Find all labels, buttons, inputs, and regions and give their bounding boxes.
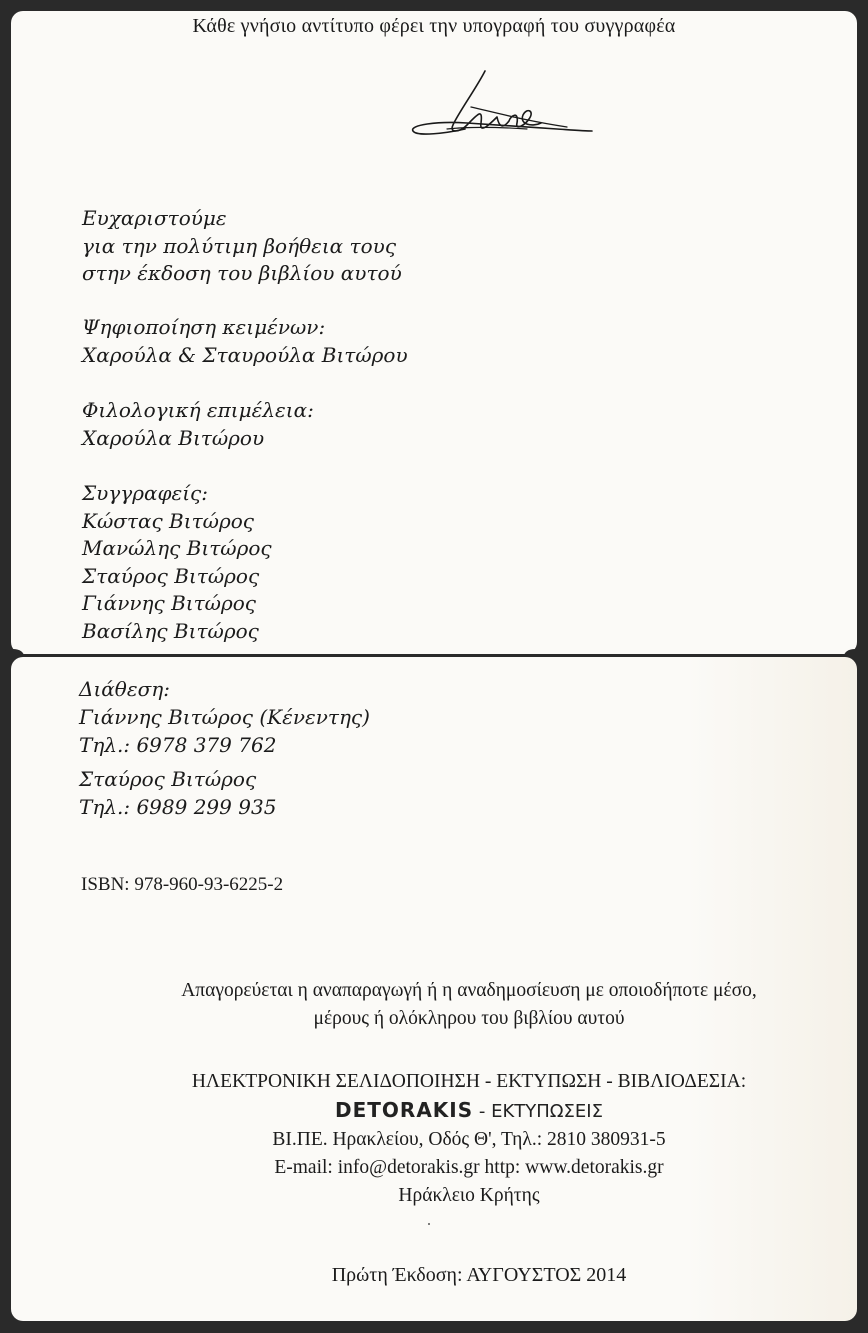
authors-label: Συγγραφείς: [82,481,208,505]
printer-address: ΒΙ.ΠΕ. Ηρακλείου, Οδός Θ', Τηλ.: 2810 380931-5 [272,1129,666,1150]
printer-brand-logo: DETORAKIS [335,1098,474,1122]
author-signature [407,67,597,147]
thanks-line: για την πολύτιμη βοήθεια τους [82,233,397,258]
printer-info [99,1068,839,1210]
printer-services: ΗΛΕΚΤΡΟΝΙΚΗ ΣΕΛΙΔΟΠΟΙΗΣΗ - ΕΚΤΥΠΩΣΗ - ΒΙΒΛΙΟΔΕΣΙΑ: [191,1071,747,1092]
page-lower-half [11,657,857,1321]
thanks-line: στην έκδοση του βιβλίου αυτού [82,261,402,285]
thanks-line: Ευχαριστούμε [82,206,227,230]
author-name: Μανώλης Βιτώρος [82,536,272,560]
editing-label: Φιλολογική επιμέλεια: [82,398,314,422]
printer-contact: E-mail: info@detorakis.gr http: www.detorakis.gr [274,1157,664,1178]
signed-copy-note: Κάθε γνήσιο αντίτυπο φέρει την υπογραφή του συγγραφέα [192,15,676,37]
author-name: Σταύρος Βιτώρος [82,563,260,588]
editing-credit [82,397,314,452]
author-name: Κώστας Βιτώρος [82,508,254,533]
distribution-label: Διάθεση: [79,677,170,701]
isbn: ISBN: 978-960-93-6225-2 [81,874,284,895]
acknowledgement [82,205,402,288]
page-upper-half [11,11,857,654]
printer-brand-row [99,1096,839,1126]
distribution-contact1-name: Γιάννης Βιτώρος (Κένεντης) [79,705,370,729]
speck [428,1223,430,1225]
distribution-contact2-phone: Τηλ.: 6989 299 935 [79,795,277,819]
edition-note: Πρώτη Έκδοση: ΑΥΓΟΥΣΤΟΣ 2014 [331,1264,627,1286]
distribution-contact1-phone: Τηλ.: 6978 379 762 [79,733,277,757]
copyright-line: Απαγορεύεται η αναπαραγωγή ή η αναδημοσίευση με οποιοδήποτε μέσο, [181,980,757,1001]
author-name: Βασίλης Βιτώρος [82,618,259,643]
printer-city: Ηράκλειο Κρήτης [398,1185,540,1206]
digitization-label: Ψηφιοποίηση κειμένων: [82,315,326,339]
author-name: Γιάννης Βιτώρος [82,591,256,615]
printer-brand-suffix: - ΕΚΤΥΠΩΣΕΙΣ [473,1101,603,1122]
copyright-notice [99,977,839,1033]
digitization-value: Χαρούλα & Σταυρούλα Βιτώρου [82,342,408,367]
distribution-info [79,675,370,821]
distribution-contact2-name: Σταύρος Βιτώρος [79,767,257,791]
editing-value: Χαρούλα Βιτώρου [82,425,265,450]
copyright-line: μέρους ή ολόκληρου του βιβλίου αυτού [313,1008,625,1029]
authors-list [82,480,272,645]
digitization-credit [82,314,408,369]
